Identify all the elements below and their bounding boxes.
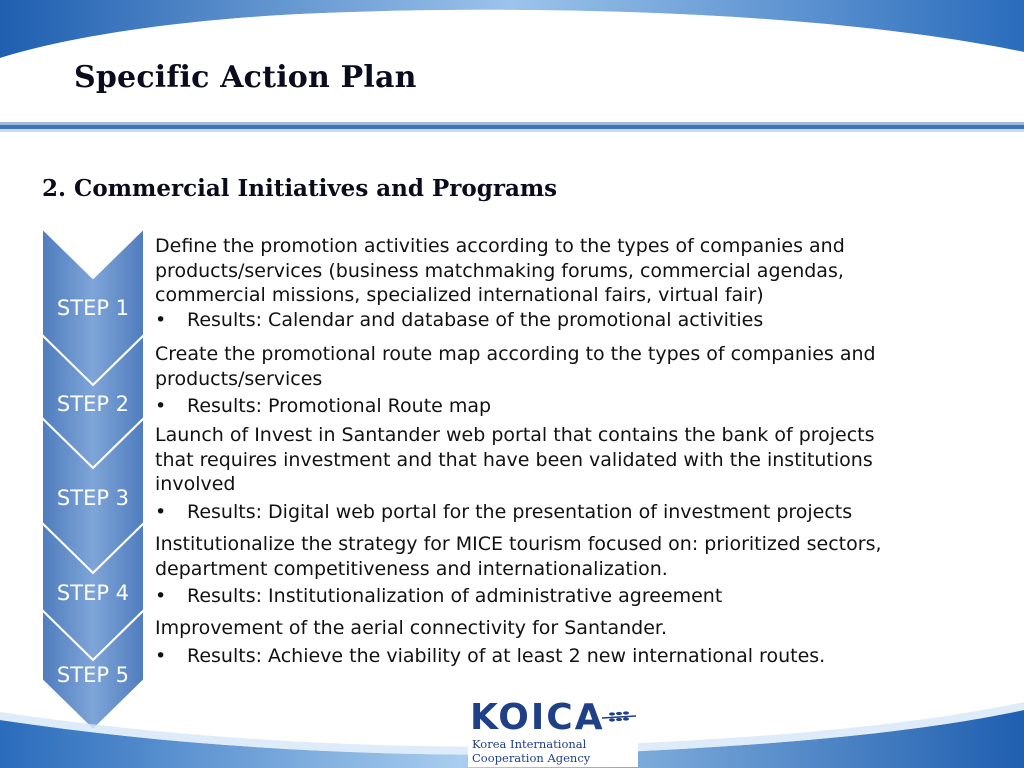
step-2-label: STEP 2 — [56, 392, 130, 416]
description-line: Create the promotional route map according to the types of companies and — [155, 343, 876, 365]
result-bullet — [155, 308, 975, 333]
result-bullet — [155, 500, 975, 525]
logo-subtitle-line1: Korea International — [472, 737, 587, 751]
step-3-description — [155, 423, 975, 524]
step-4-description — [155, 532, 975, 609]
result-bullet — [155, 644, 975, 669]
koica-logo — [470, 697, 638, 765]
section-subtitle: 2. Commercial Initiatives and Programs — [42, 175, 558, 202]
logo-subtitle-line2: Cooperation Agency — [472, 751, 591, 765]
bullet-dot: • — [155, 308, 167, 331]
page-title: Specific Action Plan — [74, 60, 417, 95]
description-line: Institutionalize the strategy for MICE tourism focused on: prioritized sectors, — [155, 533, 882, 555]
description-line: Define the promotion activities according to the types of companies and — [155, 235, 845, 257]
step-5-description — [155, 616, 975, 668]
result-text: Results: Achieve the viability of at least 2 new international routes. — [187, 644, 826, 667]
step-4-label: STEP 4 — [56, 581, 130, 605]
description-line: that requires investment and that have been validated with the institutions — [155, 448, 873, 471]
step-1-description — [155, 234, 975, 332]
wheat-icon — [602, 709, 638, 725]
description-line: Improvement of the aerial connectivity for Santander. — [155, 617, 667, 639]
description-line: products/services — [155, 367, 323, 390]
step-1-label: STEP 1 — [56, 296, 130, 320]
result-bullet — [155, 394, 975, 419]
bullet-dot: • — [155, 644, 167, 667]
description-line: Launch of Invest in Santander web portal that contains the bank of projects — [155, 424, 875, 446]
step-5-label: STEP 5 — [56, 663, 130, 687]
logo-wordmark: KOICA — [470, 697, 605, 738]
step-2-description — [155, 342, 975, 419]
result-text: Results: Institutionalization of administrative agreement — [187, 585, 723, 607]
bullet-dot: • — [155, 585, 167, 607]
result-bullet — [155, 584, 975, 609]
description-line: commercial missions, specialized international fairs, virtual fair) — [155, 284, 764, 306]
description-line: involved — [155, 473, 236, 495]
result-text: Results: Digital web portal for the presentation of investment projects — [187, 500, 853, 523]
bullet-dot: • — [155, 395, 167, 417]
bullet-dot: • — [155, 500, 167, 523]
step-3-label: STEP 3 — [56, 486, 130, 510]
description-line: products/services (business matchmaking forums, commercial agendas, — [155, 259, 844, 282]
result-text: Results: Promotional Route map — [187, 395, 492, 417]
result-text: Results: Calendar and database of the promotional activities — [187, 308, 764, 331]
description-line: department competitiveness and internationalization. — [155, 557, 668, 580]
